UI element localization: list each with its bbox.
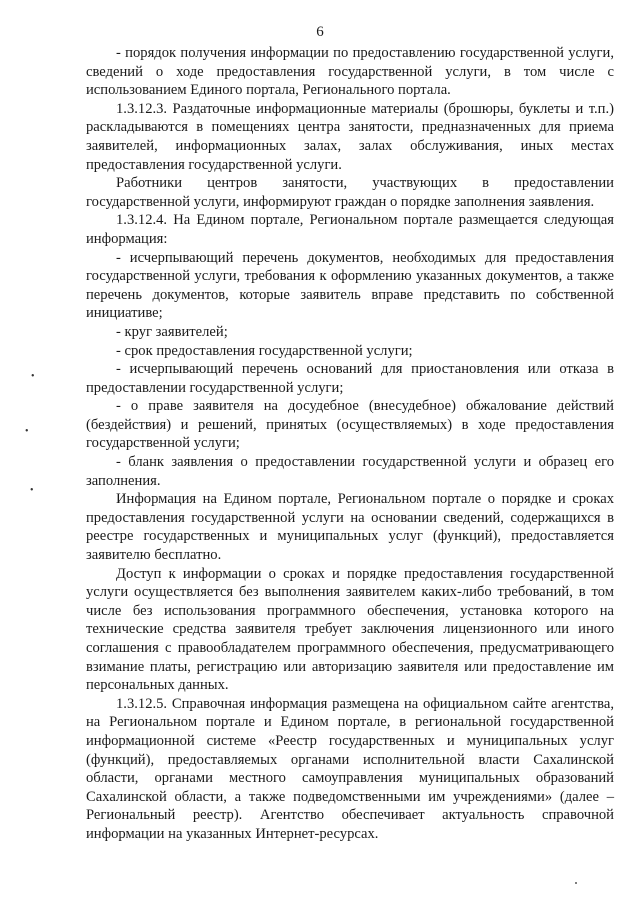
scan-speck — [575, 882, 577, 884]
document-body — [86, 44, 614, 844]
paragraph-access-info: Доступ к информации о сроках и порядке предоставления государственной услуги осуществляется без выполнения заявителем каких-либо требований, в том числе без использования программного обеспечения, установка которого на технические средства заявителя требует заключения лицензионного или иного соглашения с правообладателем программного обеспечения, предусматривающего взимание платы, регистрацию или авторизацию заявителя или предоставление им персональных данных. — [86, 565, 614, 694]
list-item-application-form: - бланк заявления о предоставлении государственной услуги и образец его заполнения. — [86, 454, 614, 489]
paragraph-1-3-12-5: 1.3.12.5. Справочная информация размещена на официальном сайте агентства, на Региональном портале и Едином портале, в региональной государственной информационной системе «Реестр государственных и муниципальных услуг (функций), предоставляемых органами исполнительной власти Сахалинской области, органами местного самоуправления муниципальных образований Сахалинской области, а также подведомственными им учреждениями» (далее – Региональный реестр). Агентство обеспечивает актуальность справочной информации на указанных Интернет-ресурсах. — [86, 695, 614, 842]
margin-mark-icon: • — [25, 426, 29, 437]
paragraph-free-info: Информация на Едином портале, Региональном портале о порядке и сроках предоставления государственной услуги на основании сведений, содержащихся в реестре государственных и муниципальных услуг (функций), предоставляется заявителю бесплатно. — [86, 491, 614, 564]
list-item-documents: - исчерпывающий перечень документов, необходимых для предоставления государственной услуги, требования к оформлению указанных документов, а также перечень документов, которые заявитель вправе представить по собственной инициативе; — [86, 249, 614, 322]
paragraph-1-3-12-4: 1.3.12.4. На Едином портале, Региональном портале размещается следующая информация: — [86, 212, 614, 247]
list-item-grounds: - исчерпывающий перечень оснований для приостановления или отказа в предоставлении государственной услуги; — [86, 361, 614, 396]
paragraph-info-order: - порядок получения информации по предоставлению государственной услуги, сведений о ходе предоставления государственной услуги, в том числе с использованием Единого портала, Регионального портала. — [86, 45, 614, 99]
page-number: 6 — [316, 24, 324, 40]
margin-mark-icon: • — [31, 371, 35, 382]
paragraph-employees-inform: Работники центров занятости, участвующих в предоставлении государственной услуги, информируют граждан о порядке заполнения заявления. — [86, 175, 614, 210]
margin-mark-icon: • — [30, 485, 34, 496]
list-item-appeal-rights: - о праве заявителя на досудебное (внесудебное) обжалование действий (бездействия) и решений, принятых (осуществляемых) в ходе предоставления государственной услуги; — [86, 398, 614, 452]
list-item-term: - срок предоставления государственной услуги; — [116, 342, 413, 359]
paragraph-1-3-12-3: 1.3.12.3. Раздаточные информационные материалы (брошюры, буклеты и т.п.) раскладываются в помещениях центра занятости, предназначенных для приема заявителей, информационных залах, залах обслуживания, иных местах предоставления государственной услуги. — [86, 100, 614, 173]
list-item-applicants: - круг заявителей; — [116, 323, 228, 340]
